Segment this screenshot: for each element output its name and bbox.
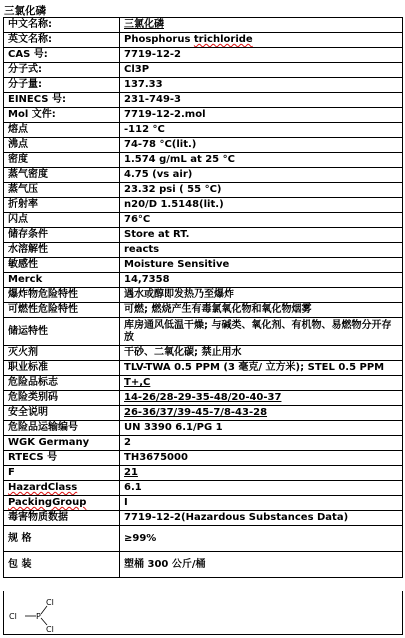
- property-row: [4, 466, 403, 481]
- property-value: 塑桶 300 公斤/桶: [120, 552, 403, 578]
- property-value: 可燃; 燃烧产生有毒氯氧化物和氧化物烟雾: [120, 303, 403, 318]
- atom-p-label: P: [36, 612, 41, 621]
- property-value: 7719-12-2: [120, 48, 403, 63]
- property-value: 14-26/28-29-35-48/20-40-37: [120, 391, 403, 406]
- property-value: 4.75 (vs air): [120, 168, 403, 183]
- property-row: [4, 391, 403, 406]
- property-row: [4, 78, 403, 93]
- property-label: 毒害物质数据: [4, 511, 120, 526]
- property-row: [4, 436, 403, 451]
- property-label: Merck: [4, 273, 120, 288]
- property-label: 中文名称:: [4, 18, 120, 33]
- property-label: HazardClass: [4, 481, 120, 496]
- property-label: 可燃性危险特性: [4, 303, 120, 318]
- property-label: 储存条件: [4, 228, 120, 243]
- property-value: reacts: [120, 243, 403, 258]
- property-label: 蒸气密度: [4, 168, 120, 183]
- property-label: 熔点: [4, 123, 120, 138]
- property-label: 灭火剂: [4, 346, 120, 361]
- property-label: WGK Germany: [4, 436, 120, 451]
- property-row: [4, 361, 403, 376]
- property-label: 蒸气压: [4, 183, 120, 198]
- property-value: 三氯化磷: [120, 18, 403, 33]
- property-value: TH3675000: [120, 451, 403, 466]
- property-value: 1.574 g/mL at 25 °C: [120, 153, 403, 168]
- property-value: UN 3390 6.1/PG 1: [120, 421, 403, 436]
- property-label: 危险品标志: [4, 376, 120, 391]
- property-value: 23.32 psi ( 55 °C): [120, 183, 403, 198]
- property-value: 遇水或醇即发热乃至爆炸: [120, 288, 403, 303]
- property-label: 分子量:: [4, 78, 120, 93]
- property-row: [4, 18, 403, 33]
- property-row: [4, 153, 403, 168]
- property-value: n20/D 1.5148(lit.): [120, 198, 403, 213]
- property-value: 231-749-3: [120, 93, 403, 108]
- property-row: [4, 273, 403, 288]
- property-row: [4, 526, 403, 552]
- property-label: Mol 文件:: [4, 108, 120, 123]
- property-row: [4, 48, 403, 63]
- property-value: 库房通风低温干燥; 与碱类、氧化剂、有机物、易燃物分开存放: [120, 318, 403, 346]
- property-label: RTECS 号: [4, 451, 120, 466]
- property-row: [4, 346, 403, 361]
- property-label: 水溶解性: [4, 243, 120, 258]
- property-row: [4, 258, 403, 273]
- property-row: [4, 451, 403, 466]
- property-row: [4, 138, 403, 153]
- property-value: Phosphorus trichloride: [120, 33, 403, 48]
- property-label: 分子式:: [4, 63, 120, 78]
- property-row: [4, 303, 403, 318]
- molecule-structure-image: [8, 594, 68, 634]
- property-value: 7719-12-2(Hazardous Substances Data): [120, 511, 403, 526]
- property-value: ≥99%: [120, 526, 403, 552]
- property-label: PackingGroup: [4, 496, 120, 511]
- property-label: 包 装: [4, 552, 120, 578]
- property-value: 21: [120, 466, 403, 481]
- property-value: T+,C: [120, 376, 403, 391]
- property-value: Moisture Sensitive: [120, 258, 403, 273]
- property-label: EINECS 号:: [4, 93, 120, 108]
- property-value: 26-36/37/39-45-7/8-43-28: [120, 406, 403, 421]
- atom-cl-label: Cl: [9, 612, 17, 621]
- atom-cl-label: Cl: [46, 598, 54, 607]
- property-value: -112 °C: [120, 123, 403, 138]
- property-label: 安全说明: [4, 406, 120, 421]
- property-value: Store at RT.: [120, 228, 403, 243]
- property-row: [4, 243, 403, 258]
- property-row: [4, 376, 403, 391]
- property-value: 干砂、二氧化碳; 禁止用水: [120, 346, 403, 361]
- property-value: 7719-12-2.mol: [120, 108, 403, 123]
- property-value: 2: [120, 436, 403, 451]
- structure-cell: [3, 591, 403, 635]
- property-value: 76°C: [120, 213, 403, 228]
- property-label: 英文名称:: [4, 33, 120, 48]
- property-label: 敏感性: [4, 258, 120, 273]
- property-row: [4, 213, 403, 228]
- property-value: 6.1: [120, 481, 403, 496]
- property-row: [4, 481, 403, 496]
- property-value: 14,7358: [120, 273, 403, 288]
- property-row: [4, 63, 403, 78]
- document-title: 三氯化磷: [4, 5, 46, 17]
- property-row: [4, 552, 403, 578]
- property-row: [4, 33, 403, 48]
- property-label: 折射率: [4, 198, 120, 213]
- property-row: [4, 93, 403, 108]
- property-label: 爆炸物危险特性: [4, 288, 120, 303]
- property-value: I: [120, 496, 403, 511]
- property-row: [4, 108, 403, 123]
- atom-cl-label: Cl: [46, 625, 54, 634]
- property-value: Cl3P: [120, 63, 403, 78]
- property-label: F: [4, 466, 120, 481]
- property-row: [4, 123, 403, 138]
- property-row: [4, 168, 403, 183]
- property-label: 危险品运输编号: [4, 421, 120, 436]
- property-row: [4, 421, 403, 436]
- property-value: 137.33: [120, 78, 403, 93]
- property-value: 74-78 °C(lit.): [120, 138, 403, 153]
- property-label: 储运特性: [4, 318, 120, 346]
- property-label: CAS 号:: [4, 48, 120, 63]
- property-label: 规 格: [4, 526, 120, 552]
- property-row: [4, 318, 403, 346]
- property-label: 危险类别码: [4, 391, 120, 406]
- property-label: 沸点: [4, 138, 120, 153]
- property-row: [4, 496, 403, 511]
- property-value: TLV-TWA 0.5 PPM (3 毫克/ 立方米); STEL 0.5 PPM: [120, 361, 403, 376]
- property-row: [4, 406, 403, 421]
- property-label: 职业标准: [4, 361, 120, 376]
- property-label: 闪点: [4, 213, 120, 228]
- property-row: [4, 183, 403, 198]
- property-row: [4, 198, 403, 213]
- property-row: [4, 511, 403, 526]
- property-row: [4, 288, 403, 303]
- property-row: [4, 228, 403, 243]
- property-table: [3, 17, 403, 578]
- property-label: 密度: [4, 153, 120, 168]
